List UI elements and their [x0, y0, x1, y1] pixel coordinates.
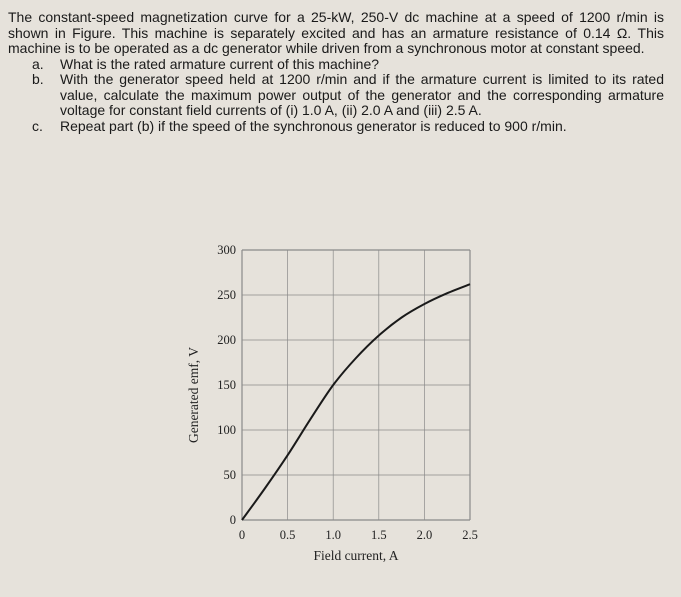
part-c	[32, 119, 664, 135]
x-tick-label: 0	[238, 528, 246, 542]
y-tick-label: 200	[217, 333, 236, 347]
y-tick-label: 300	[217, 243, 236, 257]
problem-parts	[8, 57, 664, 135]
y-axis-label: Generated emf, V	[186, 346, 201, 444]
chart-ticks	[217, 243, 478, 542]
x-tick-label: 2.0	[416, 528, 433, 542]
part-b	[32, 72, 664, 119]
y-tick-label: 0	[229, 513, 236, 527]
x-tick-label: 1.5	[370, 528, 387, 542]
problem-intro: The constant-speed magnetization curve for a 25-kW, 250-V dc machine at a speed of 1200 r/min is shown in Figure. This machine is separately excited and has an armature resistance of 0.14 Ω. This machine is to be operated as a dc generator while driven from a synchronous motor at constant speed.	[8, 9, 664, 56]
chart-grid	[242, 250, 470, 520]
x-tick-label: 1.0	[325, 528, 342, 542]
problem-statement	[8, 10, 664, 134]
part-c-letter: c.	[32, 117, 43, 134]
part-a-letter: a.	[32, 55, 44, 72]
y-tick-label: 100	[217, 423, 236, 437]
x-tick-label: 0.5	[279, 528, 296, 542]
y-tick-label: 150	[217, 378, 236, 392]
x-axis-label: Field current, A	[313, 548, 399, 563]
x-tick-label: 2.5	[462, 528, 478, 542]
y-tick-label: 250	[217, 288, 236, 302]
part-b-letter: b.	[32, 71, 44, 87]
part-a	[32, 57, 664, 73]
magnetization-curve-line	[242, 284, 470, 520]
magnetization-curve-figure	[180, 238, 500, 578]
part-c-text: Repeat part (b) if the speed of the synchronous generator is reduced to 900 r/min.	[60, 117, 567, 134]
y-tick-label: 50	[223, 468, 236, 482]
part-a-text: What is the rated armature current of this machine?	[60, 55, 380, 72]
part-b-text: With the generator speed held at 1200 r/min and if the armature current is limited to its rated value, calculate the maximum power output of the generator and the corresponding armature voltage for constant field currents of (i) 1.0 A, (ii) 2.0 A and (iii) 2.5 A.	[60, 71, 664, 118]
magnetization-curve-chart	[180, 238, 500, 578]
